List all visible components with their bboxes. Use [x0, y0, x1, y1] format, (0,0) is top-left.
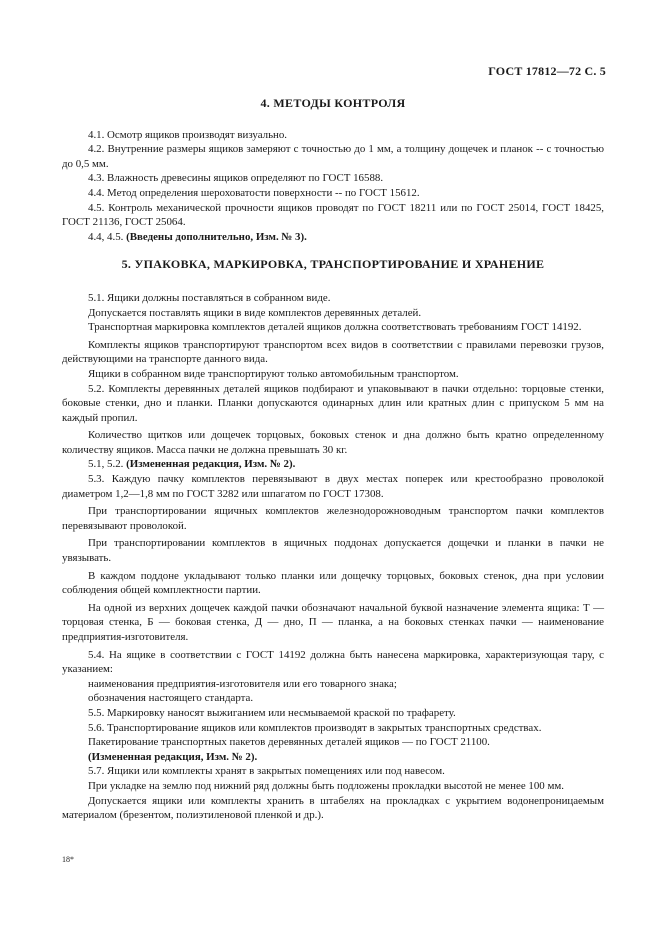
paragraph [62, 201, 604, 230]
paragraph [62, 230, 604, 245]
paragraph [62, 306, 604, 321]
paragraph-text: 4.4, 4.5. [88, 230, 127, 243]
paragraph [62, 186, 604, 201]
amendment-note: (Измененная редакция, Изм. № 2). [88, 750, 258, 763]
paragraph-text: Пакетирование транспортных пакетов деревянных деталей ящиков — по ГОСТ 21100. [88, 736, 490, 749]
paragraph-text: 4.5. Контроль механической прочности ящиков проводят по ГОСТ 18211 или по ГОСТ 25014, ГОСТ 18425, ГОСТ 21136, ГОСТ 25064. [62, 201, 604, 229]
paragraph-text: Ящики в собранном виде транспортируют только автомобильным транспортом. [88, 367, 459, 380]
paragraph-text: Допускается поставлять ящики в виде комплектов деревянных деталей. [88, 306, 422, 319]
paragraph [62, 536, 604, 565]
paragraph-text: Допускается ящики или комплекты хранить в штабелях на прокладках с укрытием водонепроницаемым материалом (брезентом, полиэтиленовой пленкой и др.). [62, 794, 604, 822]
paragraph [62, 291, 604, 306]
paragraph-text: 4.4. Метод определения шероховатости поверхности -- по ГОСТ 15612. [88, 186, 420, 199]
section-4-title: 4. МЕТОДЫ КОНТРОЛЯ [260, 96, 406, 110]
paragraph [62, 677, 604, 692]
paragraph-text: 5.6. Транспортирование ящиков или комплектов производят в закрытых транспортных средствах. [88, 721, 542, 734]
paragraph-text: На одной из верхних дощечек каждой пачки обозначают начальной буквой назначение элемента ящика: Т — торцовая стенка, Б — боковая стенка, Д — дно, П — планка, а на боковых стенках пачки — наименование предприятия-изготовителя. [62, 601, 604, 643]
paragraph-text: В каждом поддоне укладывают только планки или дощечку торцовых, боковых стенок, дна при условии соблюдения общей комплектности партии. [62, 569, 604, 597]
paragraph-text: 4.3. Влажность древесины ящиков определяют по ГОСТ 16588. [88, 172, 384, 185]
paragraph-text: 5.1, 5.2. [88, 458, 127, 471]
paragraph [62, 171, 604, 186]
paragraph [62, 569, 604, 598]
paragraph [62, 601, 604, 645]
document-body [62, 96, 604, 823]
paragraph [62, 338, 604, 367]
paragraph [62, 504, 604, 533]
paragraph-text: 5.7. Ящики или комплекты хранят в закрытых помещениях или под навесом. [88, 765, 445, 778]
amendment-note: (Измененная редакция, Изм. № 2). [126, 458, 296, 471]
paragraph [62, 750, 604, 765]
page-footer-mark: 18* [62, 855, 74, 864]
paragraph [62, 128, 604, 143]
paragraph [62, 706, 604, 721]
paragraph-text: 4.1. Осмотр ящиков производят визуально. [88, 128, 288, 141]
paragraph [62, 472, 604, 501]
paragraph [62, 691, 604, 706]
paragraph-text: 5.5. Маркировку наносят выжиганием или несмываемой краской по трафарету. [88, 706, 456, 719]
page-header: ГОСТ 17812—72 С. 5 [488, 64, 606, 78]
section-5-title: 5. УПАКОВКА, МАРКИРОВКА, ТРАНСПОРТИРОВАНИЕ И ХРАНЕНИЕ [121, 257, 545, 272]
paragraph [62, 320, 604, 335]
section-5-paragraphs [62, 291, 604, 823]
paragraph-text: наименования предприятия-изготовителя или его товарного знака; [88, 677, 397, 690]
paragraph [62, 382, 604, 426]
paragraph-text: Транспортная маркировка комплектов деталей ящиков должна соответствовать требованиям ГОСТ 14192. [88, 321, 582, 334]
paragraph [62, 428, 604, 457]
section-4-paragraphs [62, 128, 604, 245]
paragraph [62, 648, 604, 677]
paragraph [62, 735, 604, 750]
paragraph [62, 367, 604, 382]
paragraph [62, 794, 604, 823]
paragraph-text: обозначения настоящего стандарта. [88, 692, 254, 705]
paragraph-text: При транспортировании комплектов в ящичных поддонах допускается дощечки и планки в пачки не увязывать. [62, 537, 604, 565]
paragraph-text: 5.2. Комплекты деревянных деталей ящиков подбирают и упаковывают в пачки отдельно: торцовые стенки, боковые стенки, дно и планки. Планки допускаются одинарных длин или кратных длин с припуском 5 мм на каждый пропил. [62, 382, 604, 424]
paragraph-text: Комплекты ящиков транспортируют транспортом всех видов в соответствии с правилами перевозки грузов, действующими на транспорте данного вида. [62, 338, 604, 366]
paragraph-text: При транспортировании ящичных комплектов железнодорожноводным транспортом пачки комплектов перевязывают проволокой. [62, 505, 604, 532]
paragraph-text: 5.1. Ящики должны поставляться в собранном виде. [88, 291, 331, 304]
paragraph-text: 5.3. Каждую пачку комплектов перевязывают в двух местах поперек или крестообразно проволокой диаметром 1,2—1,8 мм по ГОСТ 3282 или шпагатом по ГОСТ 17308. [62, 473, 604, 500]
paragraph-text: Количество щитков или дощечек торцовых, боковых стенок и дна должно быть кратно определенному количеству ящиков. Масса пачки не должна превышать 30 кг. [62, 429, 604, 456]
paragraph [62, 142, 604, 171]
paragraph [62, 457, 604, 472]
amendment-note: (Введены дополнительно, Изм. № 3). [126, 230, 307, 243]
paragraph [62, 779, 604, 794]
paragraph-text: 4.2. Внутренние размеры ящиков замеряют с точностью до 1 мм, а толщину дощечек и планок -- с точностью до 0,5 мм. [62, 143, 604, 170]
paragraph [62, 721, 604, 736]
paragraph-text: 5.4. На ящике в соответствии с ГОСТ 14192 должна быть нанесена маркировка, характеризующая тару, с указанием: [62, 648, 604, 676]
paragraph [62, 764, 604, 779]
paragraph-text: При укладке на землю под нижний ряд должны быть подложены прокладки высотой не менее 100 мм. [88, 779, 564, 792]
